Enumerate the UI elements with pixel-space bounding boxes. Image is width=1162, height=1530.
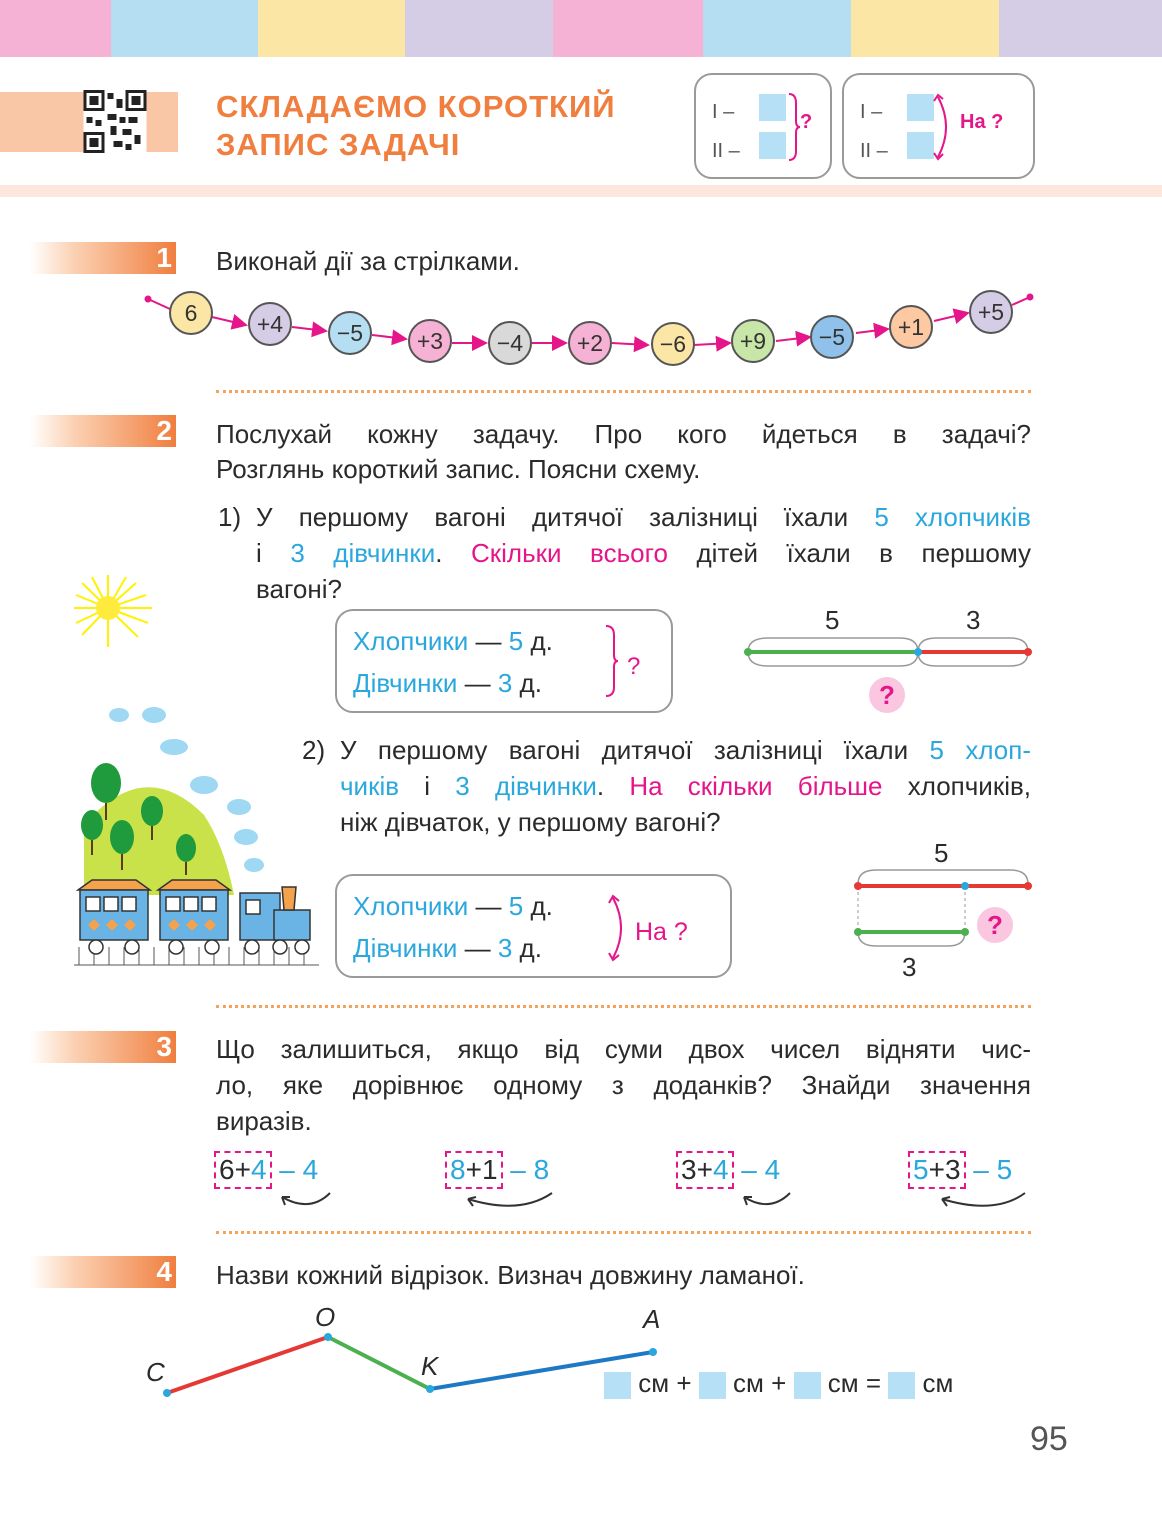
problem-1-line-2 (256, 535, 1031, 571)
chain-circle-label: −6 (659, 330, 687, 357)
note-number: 5 (508, 891, 524, 921)
blank-square (604, 1372, 631, 1399)
plus-sign: + (696, 1154, 713, 1185)
blank-square (907, 94, 934, 121)
highlight-girls: 3 дівчинки (455, 771, 597, 801)
note-unit: д. (530, 891, 553, 921)
segment-label: 5 (825, 605, 840, 635)
question-badge (869, 677, 905, 713)
scheme-row-1: І – (712, 101, 735, 123)
addend-b: 4 (250, 1154, 267, 1185)
problem-1-line-3: вагоні? (256, 574, 342, 604)
note-dash: — (464, 668, 491, 698)
stripe-4 (405, 0, 553, 57)
expression-2 (445, 1150, 549, 1190)
sum-box (908, 1151, 966, 1189)
chain-circle (969, 290, 1013, 334)
sum-box (676, 1151, 734, 1189)
chain-circle-label: +3 (416, 327, 444, 354)
note-question: На ? (635, 918, 688, 946)
problem-2-text: і (399, 771, 456, 801)
chain-circle-label: 6 (184, 299, 198, 326)
point-label-c: C (146, 1357, 165, 1387)
addend-a: 8 (450, 1154, 466, 1185)
question-mark: ? (987, 910, 1003, 940)
addend-b: 4 (712, 1154, 729, 1185)
sun-train-illustration (74, 575, 324, 975)
problem-2-number: 2) (302, 735, 326, 765)
double-arrow-icon (607, 892, 633, 964)
stripe-7 (851, 0, 999, 57)
chain-circle (810, 315, 854, 359)
chain-circle (328, 311, 372, 355)
plus-sign: + (465, 1154, 482, 1185)
subtrahend: – 8 (510, 1154, 550, 1185)
stripe-2 (111, 0, 258, 57)
task-3-line-2 (216, 1067, 1031, 1103)
subtrahend: – 5 (973, 1154, 1013, 1185)
chain-circle-label: −5 (818, 323, 846, 350)
problem-2-text: У першому вагоні дитячої залізниці їхали (340, 735, 930, 765)
page-title (216, 88, 656, 164)
chain-circle-label: +4 (256, 310, 284, 337)
section-divider (216, 1005, 1031, 1008)
task-3-line-1 (216, 1031, 1031, 1067)
short-note-2 (335, 874, 732, 978)
problem-2-line-2 (340, 768, 1031, 804)
note-unit: д. (530, 626, 553, 656)
addend-a: 3 (681, 1154, 697, 1185)
stripe-1 (0, 0, 111, 57)
task-4-badge (30, 1256, 176, 1288)
note-label: Дівчинки (353, 668, 458, 698)
problem-1-number: 1) (218, 502, 242, 532)
task-3-line-3: виразів. (216, 1106, 312, 1136)
task-3-line-1-text: Що залишиться, якщо від суми двох чисел відняти чис- (216, 1034, 1031, 1064)
highlight-question: На скільки більше (629, 771, 883, 801)
note-question: ? (627, 653, 641, 680)
stripe-5 (553, 0, 703, 57)
chain-circle (408, 319, 452, 363)
expression-arrows (200, 1185, 1050, 1215)
scheme-question: ? (800, 111, 813, 133)
highlight-girls: 3 дівчинки (290, 538, 436, 568)
chain-circle-label: +2 (576, 329, 604, 356)
chain-circle (248, 302, 292, 346)
point-label-k: K (421, 1351, 439, 1381)
question-badge (977, 907, 1013, 943)
chain-circle-label: −5 (336, 319, 364, 346)
problem-1-text: дітей їхали в першому (667, 538, 1032, 568)
blank-square (794, 1372, 821, 1399)
unit-cm: см (733, 1368, 764, 1398)
task-2-badge (30, 415, 176, 447)
task-number: 1 (156, 242, 172, 273)
problem-1-text: . (435, 538, 471, 568)
note-label: Хлопчики (353, 891, 469, 921)
header-divider (0, 185, 1162, 197)
note-row-boys (353, 888, 553, 924)
sum-box (445, 1151, 503, 1189)
expression-1 (214, 1150, 318, 1190)
subtrahend: – 4 (741, 1154, 781, 1185)
plus-sign: + (234, 1154, 251, 1185)
note-number: 3 (497, 668, 513, 698)
blank-square (907, 132, 934, 159)
highlight-boys: 5 хлопчиків (874, 502, 1031, 532)
point-label-a: A (643, 1304, 661, 1334)
point-label-o: O (315, 1302, 336, 1332)
plus-sign: + (771, 1368, 787, 1398)
short-note-1 (335, 609, 673, 713)
task-2-line-1-text: Послухай кожну задачу. Про кого йдеться в задачі? (216, 419, 1031, 449)
blank-square (759, 94, 786, 121)
task-1-text: Виконай дії за стрілками. (216, 246, 520, 276)
scheme-row-2: ІІ – (860, 140, 888, 162)
unit-cm: см (827, 1368, 859, 1398)
note-number: 5 (508, 626, 524, 656)
unit-cm: см (638, 1368, 670, 1398)
highlight-boys: чиків (340, 771, 400, 801)
task-number: 4 (156, 1256, 172, 1287)
problem-2-text: хлопчиків, (882, 771, 1032, 801)
section-divider (216, 390, 1031, 393)
task-4-text: Назви кожний відрізок. Визнач довжину ламаної. (216, 1260, 805, 1290)
note-dash: — (475, 891, 502, 921)
problem-2-line-3: ніж дівчаток, у першому вагоні? (340, 807, 721, 837)
note-dash: — (475, 626, 502, 656)
problem-1-text: і (256, 538, 291, 568)
note-label: Дівчинки (353, 933, 458, 963)
highlight-boys: 5 хлоп- (929, 735, 1031, 765)
unit-cm: см (922, 1368, 954, 1398)
task-2-line-1 (216, 416, 1031, 452)
addend-a: 6 (219, 1154, 235, 1185)
chain-circle (169, 291, 213, 335)
scheme-diff-box (842, 73, 1035, 179)
scheme-sum-box (694, 73, 832, 179)
segment-label: 3 (966, 605, 981, 635)
blank-square (699, 1372, 726, 1399)
stripe-3 (258, 0, 405, 57)
note-number: 3 (497, 933, 513, 963)
stripe-6 (703, 0, 851, 57)
task-2-line-2: Розглянь короткий запис. Поясни схему. (216, 454, 701, 484)
expression-3 (676, 1150, 780, 1190)
expression-4 (908, 1150, 1012, 1190)
chain-circle-label: +5 (977, 298, 1005, 325)
question-mark: ? (879, 680, 895, 710)
note-row-girls (353, 665, 542, 701)
plus-sign: + (928, 1154, 945, 1185)
segment-label: 3 (902, 952, 917, 982)
segment-diagram-1 (740, 630, 1040, 680)
segment-diagram-2 (850, 862, 1040, 952)
plus-sign: + (676, 1368, 692, 1398)
equals-sign: = (865, 1368, 882, 1398)
note-unit: д. (519, 668, 542, 698)
note-unit: д. (519, 933, 542, 963)
note-label: Хлопчики (353, 626, 469, 656)
task-3-line-2-text: ло, яке дорівнює одному з доданків? Знайди значення (216, 1070, 1031, 1100)
qr-code-icon[interactable] (83, 90, 147, 153)
sum-box (214, 1151, 272, 1189)
task-number: 3 (156, 1031, 172, 1062)
task-3-badge (30, 1031, 176, 1063)
title-line-2: ЗАПИС ЗАДАЧІ (216, 127, 461, 162)
task-number: 2 (156, 415, 172, 446)
chain-circle-label: −4 (496, 329, 524, 356)
highlight-question: Скільки всього (470, 538, 668, 568)
note-row-girls (353, 930, 542, 966)
addend-b: 3 (944, 1154, 961, 1185)
scheme-row-2: ІІ – (712, 140, 740, 162)
title-line-1: СКЛАДАЄМО КОРОТКИЙ (216, 89, 616, 124)
note-dash: — (464, 933, 491, 963)
note-row-boys (353, 623, 553, 659)
scheme-question: На ? (960, 111, 1004, 133)
segment-label: 5 (934, 838, 949, 868)
problem-1-text: У першому вагоні дитячої залізниці їхали (256, 502, 875, 532)
task-1-badge (30, 242, 176, 274)
problem-2-line-1 (340, 732, 1031, 768)
brace-icon (605, 625, 619, 697)
page-number: 95 (1030, 1420, 1068, 1458)
blank-square (759, 132, 786, 159)
brace-icon (788, 93, 800, 161)
problem-1-line-1 (256, 499, 1031, 535)
chain-circle (651, 322, 695, 366)
section-divider (216, 1231, 1031, 1234)
addend-b: 1 (481, 1154, 498, 1185)
problem-2-text: . (596, 771, 630, 801)
polyline-diagram (150, 1325, 670, 1405)
chain-circle-label: +9 (739, 327, 767, 354)
chain-circle (568, 321, 612, 365)
stripe-8 (999, 0, 1162, 57)
blank-square (888, 1372, 915, 1399)
chain-circle-label: +1 (897, 313, 925, 340)
chain-circle (731, 319, 775, 363)
chain-circle (488, 321, 532, 365)
addend-a: 5 (913, 1154, 929, 1185)
length-equation (604, 1365, 953, 1401)
chain-circle (889, 305, 933, 349)
scheme-row-1: І – (860, 101, 883, 123)
double-arrow-icon (932, 91, 960, 163)
subtrahend: – 4 (279, 1154, 319, 1185)
